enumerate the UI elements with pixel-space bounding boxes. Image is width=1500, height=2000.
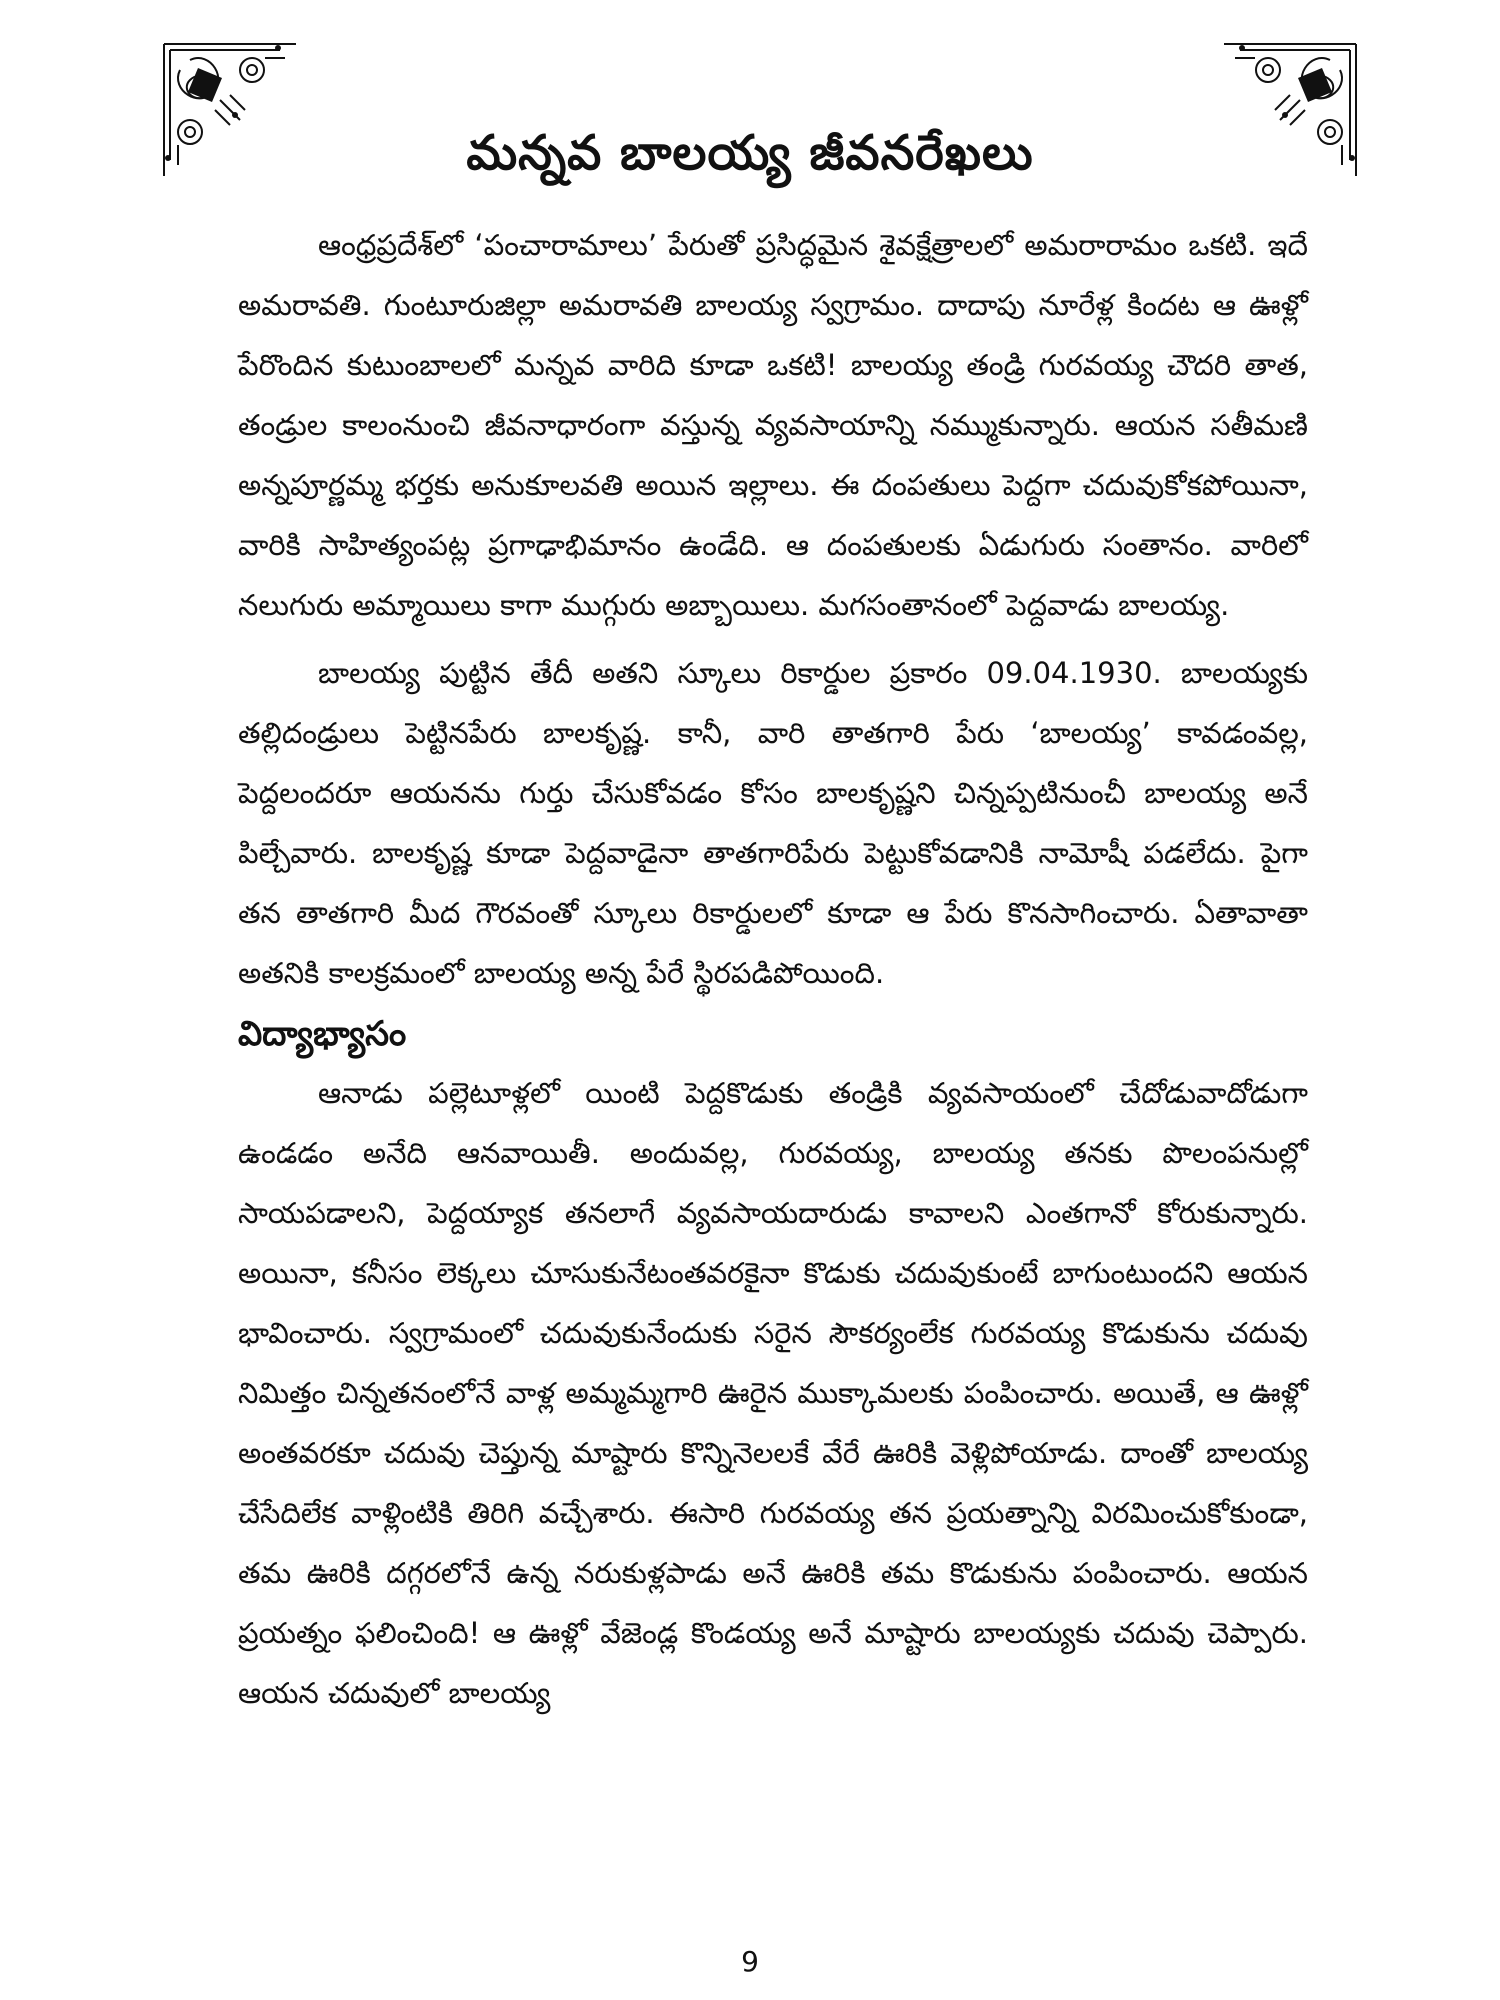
body-text [238,215,1308,1723]
paragraph: ఆంధ్రప్రదేశ్‌లో ‘పంచారామాలు’ పేరుతో ప్రసిద్ధమైన శైవక్షేత్రాలలో అమరారామం ఒకటి. ఇదే అమరావతి. గుంటూరుజిల్లా అమరావతి బాలయ్య స్వగ్రామం. దాదాపు నూరేళ్ల కిందట ఆ ఊళ్లో పేరొందిన కుటుంబాలలో మన్నవ వారిది కూడా ఒకటి! బాలయ్య తండ్రి గురవయ్య చౌదరి తాత, తండ్రుల కాలంనుంచి జీవనాధారంగా వస్తున్న వ్యవసాయాన్ని నమ్ముకున్నారు. ఆయన సతీమణి అన్నపూర్ణమ్మ భర్తకు అనుకూలవతి అయిన ఇల్లాలు. ఈ దంపతులు పెద్దగా చదువుకోకపోయినా, వారికి సాహిత్యంపట్ల ప్రగాఢాభిమానం ఉండేది. ఆ దంపతులకు ఏడుగురు సంతానం. వారిలో నలుగురు అమ్మాయిలు కాగా ముగ్గురు అబ్బాయిలు. మగసంతానంలో పెద్దవాడు బాలయ్య. [238,228,1308,622]
paragraph: ఆనాడు పల్లెటూళ్లలో యింటి పెద్దకొడుకు తండ్రికి వ్యవసాయంలో చేదోడువాదోడుగా ఉండడం అనేది ఆనవాయితీ. అందువల్ల, గురవయ్య, బాలయ్య తనకు పొలంపనుల్లో సాయపడాలని, పెద్దయ్యాక తనలాగే వ్యవసాయదారుడు కావాలని ఎంతగానో కోరుకున్నారు. అయినా, కనీసం లెక్కలు చూసుకునేటంతవరకైనా కొడుకు చదువుకుంటే బాగుంటుందని ఆయన భావించారు. స్వగ్రామంలో చదువుకునేందుకు సరైన సౌకర్యంలేక గురవయ్య కొడుకును చదువు నిమిత్తం చిన్నతనంలోనే వాళ్ల అమ్మమ్మగారి ఊరైన ముక్కామలకు పంపించారు. అయితే, ఆ ఊళ్లో అంతవరకూ చదువు చెప్తున్న మాష్టారు కొన్నినెలలకే వేరే ఊరికి వెళ్లిపోయాడు. దాంతో బాలయ్య చేసేదిలేక వాళ్లింటికి తిరిగి వచ్చేశారు. ఈసారి గురవయ్య తన ప్రయత్నాన్ని విరమించుకోకుండా, తమ ఊరికి దగ్గరలోనే ఉన్న నరుకుళ్లపాడు అనే ఊరికి తమ కొడుకును పంపించారు. ఆయన ప్రయత్నం ఫలించింది! ఆ ఊళ్లో వేజెండ్ల కొండయ్య అనే మాష్టారు బాలయ్యకు చదువు చెప్పారు. ఆయన చదువులో బాలయ్య [238,1076,1308,1710]
paragraph: బాలయ్య పుట్టిన తేదీ అతని స్కూలు రికార్డుల ప్రకారం 09.04.1930. బాలయ్యకు తల్లిదండ్రులు పెట్టినపేరు బాలకృష్ణ. కానీ, వారి తాతగారి పేరు ‘బాలయ్య’ కావడంవల్ల, పెద్దలందరూ ఆయనను గుర్తు చేసుకోవడం కోసం బాలకృష్ణని చిన్నప్పటినుంచీ బాలయ్య అనే పిల్చేవారు. బాలకృష్ణ కూడా పెద్దవాడైనా తాతగారిపేరు పెట్టుకోవడానికి నామోషీ పడలేదు. పైగా తన తాతగారి మీద గౌరవంతో స్కూలు రికార్డులలో కూడా ఆ పేరు కొనసాగించారు. ఏతావాతా అతనికి కాలక్రమంలో బాలయ్య అన్న పేరే స్థిరపడిపోయింది. [238,656,1308,990]
page-title: మన్నవ బాలయ్య జీవనరేఖలు [466,125,1034,181]
section-heading: విద్యాభ్యాసం [238,1014,407,1054]
page-number: 9 [741,1945,759,1978]
